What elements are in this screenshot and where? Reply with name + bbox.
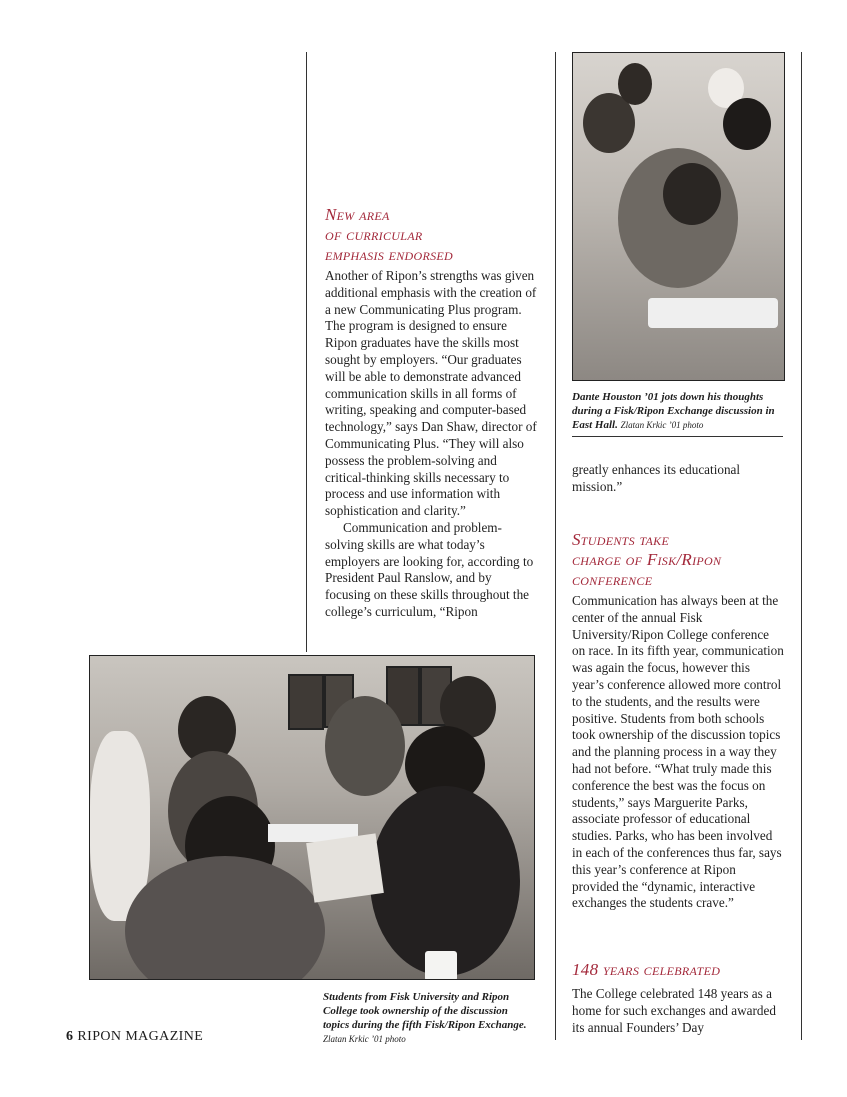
column-rule-right xyxy=(801,52,802,1040)
paragraph: Communication and problem-solving skills are what today’s employers are looking for, according to President Paul Ranslow, and by focusing on these skills throughout the college’s curriculum, “Ripon xyxy=(325,519,534,619)
photo-fisk-ripon-exchange xyxy=(89,655,535,980)
article-148-years-body: The College celebrated 148 years as a home for such exchanges and awarded its annual Founders’ Day xyxy=(572,986,776,1035)
heading-148-years: 148 years celebrated xyxy=(572,960,721,979)
article-new-area-body xyxy=(325,268,537,621)
publication-name: RIPON MAGAZINE xyxy=(77,1029,204,1044)
heading-line: Students take xyxy=(572,530,670,549)
page-number: 6 xyxy=(66,1029,74,1044)
heading-students-take-charge xyxy=(572,530,792,590)
heading-new-area xyxy=(325,205,545,265)
article-students-body: Communication has always been at the center of the annual Fisk University/Ripon College conference on race. In its fifth year, communication was again the focus, however this year’s conference allowed more control to the students, and the results were positive. Students from both schools took ownership of the discussion topics and the planning process in a way they had not before. “What truly made this conference the best was the focus on students,” says Marguerite Parks, associate professor of educational studies. Parks, who has been involved in each of the conferences thus far, says this year’s conference at Ripon provided the “dynamic, interactive exchanges the students crave.” xyxy=(572,593,784,911)
heading-line: emphasis endorsed xyxy=(325,245,453,264)
heading-line: New area xyxy=(325,205,390,224)
photo-credit: Zlatan Krkic ’01 photo xyxy=(323,1034,406,1044)
column-rule-middle xyxy=(555,52,556,1040)
photo-dante-houston xyxy=(572,52,785,381)
heading-line: charge of Fisk/Ripon xyxy=(572,550,722,569)
heading-line: conference xyxy=(572,570,653,589)
page-folio xyxy=(66,1029,203,1045)
caption-underline xyxy=(572,436,783,437)
caption-dante-houston: Dante Houston ’01 jots down his thoughts during a Fisk/Ripon Exchange discussion in East Hall. Zlatan Krkic ’01 photo xyxy=(572,391,775,431)
paragraph: Another of Ripon’s strengths was given additional emphasis with the creation of a new Communicating Plus program. The program is designed to ensure Ripon graduates have the skills most sought by employers. “Our graduates will be able to demonstrate advanced communication skills in all forms of writing, speaking and computer-based technology,” says Dan Shaw, director of Communicating Plus. “They will also possess the problem-solving and critical-thinking skills necessary to process and use information with sophistication and clarity.” xyxy=(325,268,537,519)
photo-credit: Zlatan Krkic ’01 photo xyxy=(620,420,704,430)
caption-fisk-ripon-exchange: Students from Fisk University and Ripon College took ownership of the discussion topics during the fifth Fisk/Ripon Exchange. Zlatan Krkic ’01 photo xyxy=(323,991,527,1044)
continuation-text: greatly enhances its educational mission.” xyxy=(572,462,741,494)
column-rule-left xyxy=(306,52,307,652)
heading-line: of curricular xyxy=(325,225,423,244)
